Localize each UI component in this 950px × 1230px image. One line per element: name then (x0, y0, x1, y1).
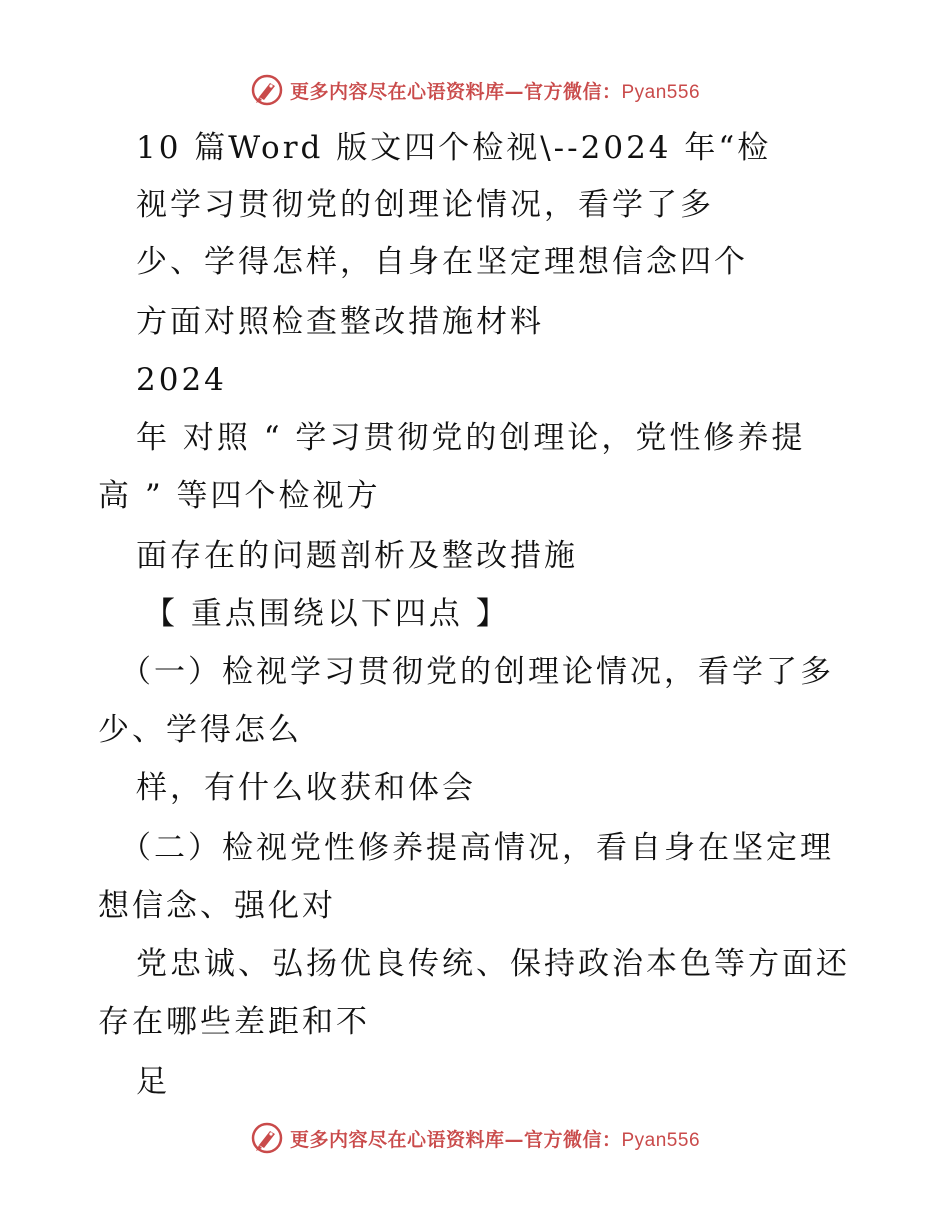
title-line-1: 10 篇Word 版文四个检视\--2024 年“检 (136, 130, 772, 166)
header-watermark (0, 72, 950, 108)
title-line-2: 视学习贯彻党的创理论情况，看学了多 (136, 187, 714, 223)
body-line: 高 ” 等四个检视方 (98, 478, 381, 514)
list-item-1-cont: 样，有什么收获和体会 (136, 770, 476, 806)
list-item-2-cont: 足 (136, 1064, 170, 1100)
section-heading: 【 重点围绕以下四点 】 (144, 596, 510, 632)
watermark-wechat-id: Pyan556 (621, 81, 701, 103)
list-item-2-cont: 党忠诚、弘扬优良传统、保持政治本色等方面还 (136, 946, 850, 982)
pen-nib-icon (250, 73, 284, 107)
watermark-wechat-id: Pyan556 (621, 1129, 701, 1151)
body-line-year: 2024 (136, 362, 227, 398)
watermark-text: 更多内容尽在心语资料库—官方微信：Pyan556 (289, 1128, 701, 1151)
list-item-1: （一）检视学习贯彻党的创理论情况，看学了多 (120, 654, 834, 690)
body-line: 年 对照 “ 学习贯彻党的创理论，党性修养提 (136, 420, 806, 456)
list-item-2-cont: 存在哪些差距和不 (98, 1004, 370, 1040)
body-line: 面存在的问题剖析及整改措施 (136, 538, 578, 574)
footer-watermark (0, 1120, 950, 1156)
title-line-4: 方面对照检查整改措施材料 (136, 304, 544, 340)
watermark-text: 更多内容尽在心语资料库—官方微信：Pyan556 (289, 80, 701, 103)
list-item-2-cont: 想信念、强化对 (98, 888, 336, 924)
title-line-3: 少、学得怎样，自身在坚定理想信念四个 (136, 244, 748, 280)
list-item-2: （二）检视党性修养提高情况，看自身在坚定理 (120, 830, 834, 866)
pen-nib-icon (250, 1121, 284, 1155)
list-item-1-cont: 少、学得怎么 (98, 712, 302, 748)
